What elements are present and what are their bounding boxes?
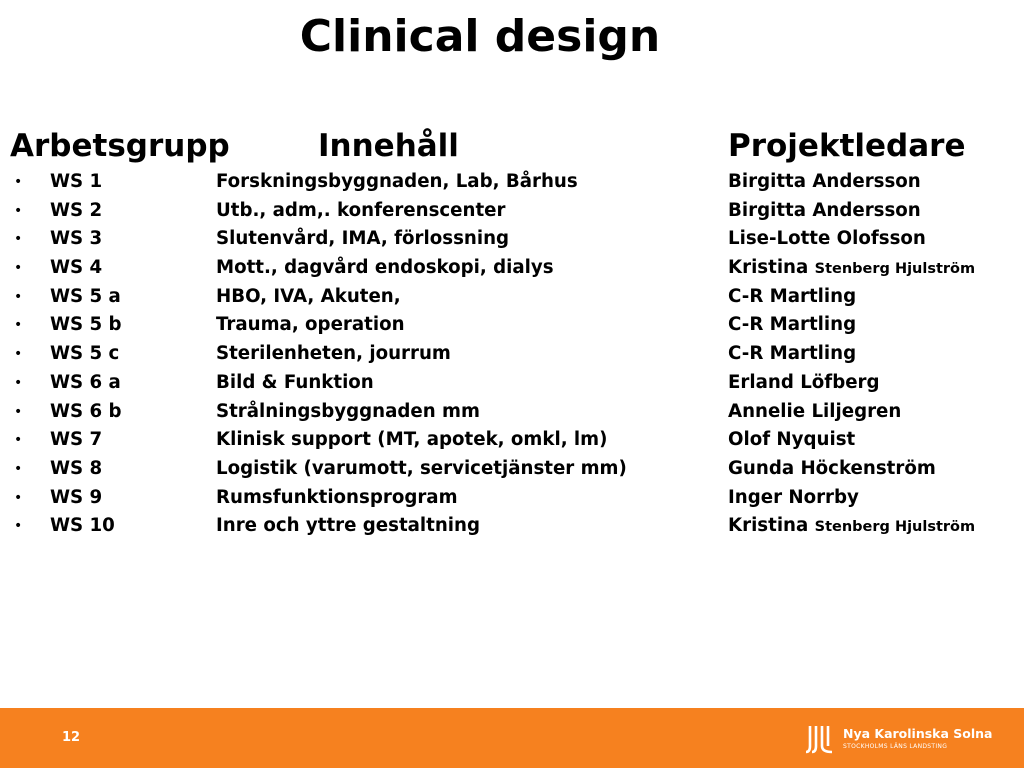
workgroup-list <box>0 168 1024 541</box>
header-projektledare: Projektledare <box>728 128 966 164</box>
workgroup-id: WS 4 <box>50 257 103 279</box>
column-headers <box>0 126 1024 166</box>
workgroup-content: Trauma, operation <box>216 314 405 336</box>
header-innehall: Innehåll <box>318 128 459 164</box>
footer-bar <box>0 708 1024 768</box>
list-item <box>0 340 1024 369</box>
workgroup-id: WS 1 <box>50 171 103 192</box>
project-leader <box>728 225 926 254</box>
bullet: • <box>14 460 23 477</box>
list-item <box>0 512 1024 541</box>
list-item <box>0 398 1024 427</box>
project-leader-surname: Stenberg Hjulström <box>814 261 976 278</box>
project-leader-name: Kristina <box>728 257 809 279</box>
workgroup-id: WS 2 <box>50 199 103 221</box>
workgroup-id: WS 8 <box>50 457 103 479</box>
nya-karolinska-logo <box>805 724 1005 756</box>
bullet: • <box>14 518 23 535</box>
workgroup-id: WS 7 <box>50 429 103 451</box>
project-leader <box>728 340 856 369</box>
workgroup-id: WS 10 <box>50 515 115 537</box>
project-leader-name: C-R Martling <box>728 314 857 336</box>
project-leader-name: Lise-Lotte Olofsson <box>728 228 926 250</box>
workgroup-content: Rumsfunktionsprogram <box>216 486 458 508</box>
bullet: • <box>14 202 23 219</box>
list-item <box>0 455 1024 484</box>
project-leader-name: Annelie Liljegren <box>728 400 902 422</box>
list-item <box>0 311 1024 340</box>
project-leader <box>728 484 859 513</box>
workgroup-content: Slutenvård, IMA, förlossning <box>216 228 510 250</box>
page-number: 12 <box>62 730 81 745</box>
list-item <box>0 197 1024 226</box>
project-leader <box>728 512 975 542</box>
project-leader-name: C-R Martling <box>728 285 857 307</box>
workgroup-content: Mott., dagvård endoskopi, dialys <box>216 257 554 279</box>
list-item <box>0 426 1024 455</box>
workgroup-id: WS 5 b <box>50 314 122 336</box>
project-leader <box>728 311 856 340</box>
project-leader-name: Olof Nyquist <box>728 429 856 451</box>
workgroup-id: WS 5 a <box>50 285 121 307</box>
list-item <box>0 225 1024 254</box>
workgroup-content: Strålningsbyggnaden mm <box>216 400 480 422</box>
workgroup-content: HBO, IVA, Akuten, <box>216 285 401 307</box>
workgroup-id: WS 9 <box>50 486 103 508</box>
project-leader <box>728 254 975 284</box>
logo-subtitle: STOCKHOLMS LÄNS LANDSTING <box>843 743 948 750</box>
project-leader <box>728 398 901 427</box>
project-leader <box>728 168 921 197</box>
bullet: • <box>14 174 23 190</box>
project-leader-name: Erland Löfberg <box>728 371 880 393</box>
workgroup-id: WS 5 c <box>50 343 120 365</box>
project-leader-name: Inger Norrby <box>728 486 859 508</box>
project-leader-name: Birgitta Andersson <box>728 171 921 192</box>
list-item <box>0 254 1024 283</box>
workgroup-content: Bild & Funktion <box>216 371 374 393</box>
workgroup-content: Klinisk support (MT, apotek, omkl, lm) <box>216 429 608 451</box>
workgroup-id: WS 6 b <box>50 400 122 422</box>
project-leader-surname: Stenberg Hjulström <box>814 519 976 536</box>
bullet: • <box>14 317 23 334</box>
workgroup-content: Sterilenheten, jourrum <box>216 343 451 365</box>
project-leader <box>728 455 936 484</box>
workgroup-content: Inre och yttre gestaltning <box>216 515 481 537</box>
project-leader <box>728 283 856 312</box>
bullet: • <box>14 346 23 363</box>
project-leader-name: C-R Martling <box>728 343 857 365</box>
list-item <box>0 168 1024 197</box>
logo-name: Nya Karolinska Solna <box>843 726 993 741</box>
workgroup-content: Forskningsbyggnaden, Lab, Bårhus <box>216 171 578 192</box>
bullet: • <box>14 260 23 277</box>
workgroup-content: Logistik (varumott, servicetjänster mm) <box>216 457 627 479</box>
project-leader <box>728 426 855 455</box>
bullet: • <box>14 288 23 305</box>
workgroup-id: WS 3 <box>50 228 103 250</box>
bullet: • <box>14 432 23 449</box>
project-leader <box>728 369 880 398</box>
bullet: • <box>14 403 23 420</box>
project-leader-name: Birgitta Andersson <box>728 199 921 221</box>
slide-title: Clinical design <box>299 11 661 62</box>
karolinska-logo-icon <box>805 724 835 754</box>
list-item <box>0 283 1024 312</box>
workgroup-id: WS 6 a <box>50 371 121 393</box>
bullet: • <box>14 374 23 391</box>
header-arbetsgrupp: Arbetsgrupp <box>10 128 230 164</box>
list-item <box>0 369 1024 398</box>
project-leader <box>728 197 921 226</box>
bullet: • <box>14 489 23 506</box>
bullet: • <box>14 231 23 248</box>
project-leader-name: Gunda Höckenström <box>728 457 936 479</box>
workgroup-content: Utb., adm,. konferenscenter <box>216 199 506 221</box>
project-leader-name: Kristina <box>728 515 809 537</box>
list-item <box>0 484 1024 513</box>
